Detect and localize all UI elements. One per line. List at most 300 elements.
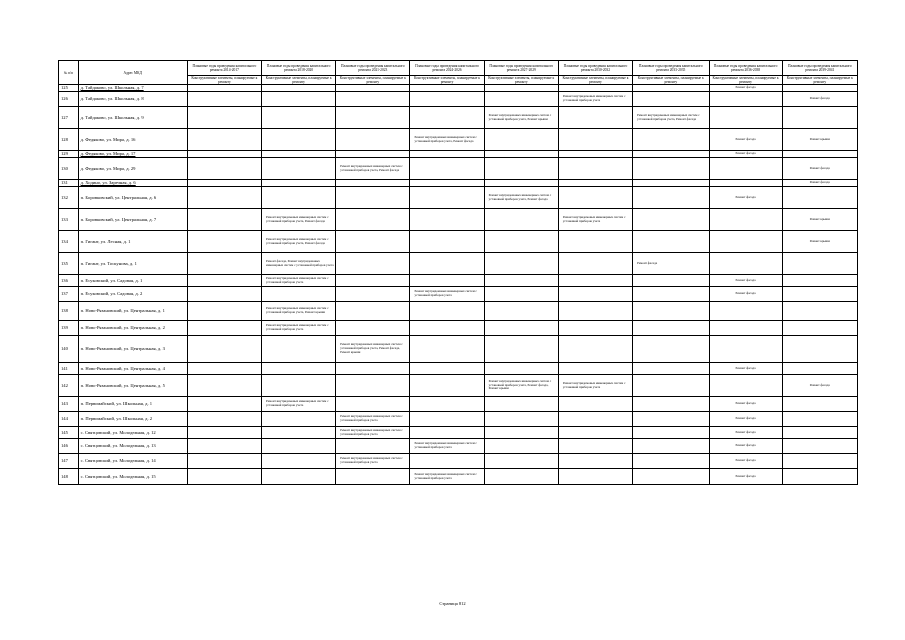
work-cell	[484, 336, 558, 363]
table-row	[59, 321, 858, 336]
work-cell	[410, 321, 484, 336]
address-cell: п. Есуковский, ул. Садовая, д. 1	[78, 275, 187, 287]
work-cell	[410, 253, 484, 275]
work-cell	[633, 180, 709, 187]
work-cell: Ремонт фасада	[709, 469, 782, 485]
row-number: 148	[59, 469, 79, 485]
work-cell: Ремонт фасада	[709, 187, 782, 209]
work-cell	[484, 275, 558, 287]
work-cell	[782, 336, 857, 363]
work-cell: Ремонт внутридомовых инженерных систем с установкой приборов учета	[262, 275, 336, 287]
period-header: Плановые годы проведения капитального ремонта 2036-2038	[709, 61, 782, 76]
work-cell	[262, 129, 336, 151]
work-cell	[187, 85, 261, 92]
row-number: 147	[59, 454, 79, 469]
work-cell: Ремонт фасада	[709, 427, 782, 439]
work-cell	[187, 107, 261, 129]
address-cell: д. Федяково, ул. Мира, д. 16	[78, 129, 187, 151]
row-number: 133	[59, 209, 79, 231]
work-cell	[782, 302, 857, 321]
work-cell	[484, 302, 558, 321]
work-cell	[633, 287, 709, 302]
work-cell	[782, 85, 857, 92]
elements-subheader: Конструктивные элементы, планируемые к ремонту	[709, 76, 782, 85]
table-row	[59, 129, 858, 151]
table-row	[59, 469, 858, 485]
work-cell	[187, 336, 261, 363]
row-number: 135	[59, 253, 79, 275]
work-cell	[484, 454, 558, 469]
work-cell	[336, 439, 410, 454]
work-cell	[558, 454, 632, 469]
work-cell	[484, 321, 558, 336]
work-cell	[633, 469, 709, 485]
work-cell	[262, 375, 336, 397]
elements-subheader: Конструктивные элементы, планируемые к ремонту	[633, 76, 709, 85]
row-number: 142	[59, 375, 79, 397]
work-cell	[782, 275, 857, 287]
row-number: 146	[59, 439, 79, 454]
work-cell	[782, 287, 857, 302]
work-cell	[633, 275, 709, 287]
work-cell: Ремонт фасада	[782, 92, 857, 107]
table-row	[59, 180, 858, 187]
period-header: Плановые годы проведения капитального ремонта 2030-2032	[558, 61, 632, 76]
work-cell	[410, 427, 484, 439]
work-cell	[782, 469, 857, 485]
address-cell: п. Ново-Рязановский, ул. Центральная, д. 2	[78, 321, 187, 336]
work-cell	[262, 180, 336, 187]
work-cell: Ремонт внутридомовых инженерных систем с установкой приборов учета, Ремонт фасада, Ремонт крыши	[484, 375, 558, 397]
row-number: 132	[59, 187, 79, 209]
work-cell: Ремонт крыши	[782, 209, 857, 231]
work-cell	[187, 253, 261, 275]
work-cell: Ремонт фасада	[709, 275, 782, 287]
row-number: 137	[59, 287, 79, 302]
address-cell: с. Святцовский, ул. Молодежная, д. 15	[78, 469, 187, 485]
address-cell: п. Боровковский, ул. Центральная, д. 6	[78, 187, 187, 209]
row-number: 131	[59, 180, 79, 187]
period-header: Плановые годы проведения капитального ремонта 2024-2026	[410, 61, 484, 76]
work-cell	[187, 287, 261, 302]
work-cell	[558, 107, 632, 129]
table-row	[59, 336, 858, 363]
work-cell: Ремонт внутридомовых инженерных систем с установкой приборов учета	[336, 454, 410, 469]
work-cell	[336, 231, 410, 253]
work-cell	[262, 287, 336, 302]
work-cell	[558, 85, 632, 92]
work-cell: Ремонт внутридомовых инженерных систем с установкой приборов учета	[558, 375, 632, 397]
elements-subheader: Конструктивные элементы, планируемые к ремонту	[262, 76, 336, 85]
work-cell	[410, 180, 484, 187]
work-cell	[782, 427, 857, 439]
work-cell	[336, 107, 410, 129]
work-cell	[558, 151, 632, 158]
work-cell: Ремонт внутридомовых инженерных систем с установкой приборов учета, Ремонт фасада	[484, 187, 558, 209]
work-cell	[484, 92, 558, 107]
work-cell	[187, 158, 261, 180]
work-cell	[633, 231, 709, 253]
work-cell	[484, 412, 558, 427]
work-cell	[410, 231, 484, 253]
work-cell: Ремонт фасада	[782, 375, 857, 397]
work-cell	[262, 363, 336, 375]
work-cell	[262, 187, 336, 209]
address-cell: п. Ново-Рязановский, ул. Центральная, д. 3	[78, 336, 187, 363]
address-cell: д. Тайдаково, ул. Школьная, д. 8	[78, 92, 187, 107]
work-cell	[187, 92, 261, 107]
table-row	[59, 187, 858, 209]
work-cell	[410, 336, 484, 363]
work-cell	[633, 427, 709, 439]
work-cell	[558, 302, 632, 321]
work-cell	[187, 469, 261, 485]
work-cell	[336, 321, 410, 336]
work-cell	[484, 180, 558, 187]
work-cell: Ремонт фасада	[709, 454, 782, 469]
work-cell	[336, 302, 410, 321]
period-header: Плановые годы проведения капитального ремонта 2039-2041	[782, 61, 857, 76]
work-cell	[709, 321, 782, 336]
work-cell	[484, 209, 558, 231]
work-cell: Ремонт фасада	[709, 412, 782, 427]
address-cell: п. Первомайский, ул. Школьная, д. 1	[78, 397, 187, 412]
work-cell	[336, 253, 410, 275]
elements-subheader: Конструктивные элементы, планируемые к ремонту	[187, 76, 261, 85]
work-cell	[410, 397, 484, 412]
work-cell: Ремонт внутридомовых инженерных систем с установкой приборов учета, Ремонт фасада	[633, 107, 709, 129]
work-cell	[558, 427, 632, 439]
work-cell: Ремонт внутридомовых инженерных систем с установкой приборов учета, Ремонт фасада	[262, 209, 336, 231]
work-cell	[410, 302, 484, 321]
work-cell: Ремонт фасада	[633, 253, 709, 275]
work-cell	[262, 92, 336, 107]
work-cell: Ремонт фасада	[782, 180, 857, 187]
work-cell	[782, 321, 857, 336]
work-cell	[782, 253, 857, 275]
work-cell	[633, 85, 709, 92]
work-cell	[484, 85, 558, 92]
work-cell	[633, 439, 709, 454]
work-cell	[484, 158, 558, 180]
row-number: 127	[59, 107, 79, 129]
work-cell	[187, 302, 261, 321]
work-cell	[558, 253, 632, 275]
work-cell	[633, 397, 709, 412]
address-cell: п. Ново-Рязановский, ул. Центральная, д. 1	[78, 302, 187, 321]
table-row	[59, 209, 858, 231]
work-cell	[262, 85, 336, 92]
work-cell: Ремонт внутридомовых инженерных систем с установкой приборов учета, Ремонт крыши	[262, 302, 336, 321]
work-cell	[410, 375, 484, 397]
work-cell	[782, 187, 857, 209]
work-cell: Ремонт фасада	[709, 151, 782, 158]
elements-subheader: Конструктивные элементы, планируемые к ремонту	[410, 76, 484, 85]
work-cell: Ремонт фасада	[782, 158, 857, 180]
work-cell	[709, 302, 782, 321]
work-cell	[187, 375, 261, 397]
row-number: 141	[59, 363, 79, 375]
work-cell	[262, 427, 336, 439]
work-cell	[558, 231, 632, 253]
work-cell	[633, 321, 709, 336]
work-cell: Ремонт крыши	[782, 129, 857, 151]
work-cell	[484, 427, 558, 439]
work-cell: Ремонт внутридомовых инженерных систем с установкой приборов учета	[410, 439, 484, 454]
address-cell: д. Ходино, ул. Заречная, д. 6	[78, 180, 187, 187]
work-cell	[187, 397, 261, 412]
address-cell: с. Святцовский, ул. Молодежная, д. 13	[78, 439, 187, 454]
work-cell	[336, 287, 410, 302]
work-cell	[633, 363, 709, 375]
work-cell	[484, 253, 558, 275]
table-row	[59, 439, 858, 454]
work-cell	[558, 469, 632, 485]
work-cell	[709, 92, 782, 107]
work-cell: Ремонт внутридомовых инженерных систем с установкой приборов учета, Ремонт фасада	[336, 158, 410, 180]
work-cell	[187, 454, 261, 469]
work-cell	[633, 129, 709, 151]
work-cell	[484, 363, 558, 375]
work-cell	[410, 85, 484, 92]
work-cell	[410, 209, 484, 231]
work-cell	[484, 129, 558, 151]
work-cell	[410, 363, 484, 375]
table-row	[59, 454, 858, 469]
repair-schedule-table	[58, 60, 858, 485]
work-cell	[336, 151, 410, 158]
work-cell	[187, 363, 261, 375]
work-cell	[336, 363, 410, 375]
work-cell	[782, 363, 857, 375]
work-cell	[484, 287, 558, 302]
table-row	[59, 412, 858, 427]
work-cell	[558, 397, 632, 412]
work-cell	[633, 454, 709, 469]
work-cell: Ремонт внутридомовых инженерных систем с установкой приборов учета, Ремонт фасада	[410, 129, 484, 151]
address-cell: д. Тайдаково, ул. Школьная, д. 9	[78, 107, 187, 129]
work-cell	[558, 439, 632, 454]
table-row	[59, 158, 858, 180]
work-cell: Ремонт внутридомовых инженерных систем с установкой приборов учета	[558, 92, 632, 107]
work-cell: Ремонт крыши	[782, 231, 857, 253]
elements-subheader: Конструктивные элементы, планируемые к ремонту	[484, 76, 558, 85]
row-number: 128	[59, 129, 79, 151]
work-cell	[410, 275, 484, 287]
elements-subheader: Конструктивные элементы, планируемые к ремонту	[336, 76, 410, 85]
work-cell	[262, 107, 336, 129]
table-row	[59, 275, 858, 287]
period-header: Плановые годы проведения капитального ремонта 2027-2029	[484, 61, 558, 76]
work-cell	[410, 151, 484, 158]
work-cell	[410, 454, 484, 469]
work-cell	[262, 158, 336, 180]
period-header: Плановые годы проведения капитального ремонта 2021-2023	[336, 61, 410, 76]
row-number: 125	[59, 85, 79, 92]
table-row	[59, 151, 858, 158]
work-cell: Ремонт внутридомовых инженерных систем с установкой приборов учета	[262, 321, 336, 336]
table-row	[59, 397, 858, 412]
row-number: 126	[59, 92, 79, 107]
work-cell: Ремонт внутридомовых инженерных систем с установкой приборов учета	[410, 287, 484, 302]
work-cell	[782, 107, 857, 129]
work-cell	[558, 275, 632, 287]
work-cell	[262, 412, 336, 427]
work-cell: Ремонт фасада	[709, 439, 782, 454]
table-row	[59, 231, 858, 253]
row-number: 145	[59, 427, 79, 439]
address-cell: п. Первомайский, ул. Школьная, д. 2	[78, 412, 187, 427]
work-cell	[187, 209, 261, 231]
work-cell	[336, 180, 410, 187]
row-number: 140	[59, 336, 79, 363]
work-cell	[187, 180, 261, 187]
work-cell	[633, 158, 709, 180]
work-cell	[262, 439, 336, 454]
work-cell	[187, 129, 261, 151]
work-cell	[709, 209, 782, 231]
period-header: Плановые годы проведения капитального ремонта 2018-2020	[262, 61, 336, 76]
work-cell	[558, 412, 632, 427]
address-cell: п. Ново-Рязановский, ул. Центральная, д. 5	[78, 375, 187, 397]
work-cell	[633, 92, 709, 107]
work-cell	[558, 158, 632, 180]
work-cell	[558, 363, 632, 375]
work-cell: Ремонт фасада	[709, 397, 782, 412]
work-cell	[187, 275, 261, 287]
row-number: 130	[59, 158, 79, 180]
work-cell	[633, 209, 709, 231]
work-cell	[633, 302, 709, 321]
table-row	[59, 427, 858, 439]
address-cell: д. Федяково, ул. Мира, д. 17	[78, 151, 187, 158]
work-cell	[410, 187, 484, 209]
work-cell	[336, 375, 410, 397]
work-cell	[484, 439, 558, 454]
work-cell	[633, 336, 709, 363]
work-cell	[410, 412, 484, 427]
table-row	[59, 375, 858, 397]
work-cell	[336, 187, 410, 209]
table-row	[59, 253, 858, 275]
work-cell	[709, 158, 782, 180]
work-cell	[709, 253, 782, 275]
work-cell	[187, 231, 261, 253]
row-number: 144	[59, 412, 79, 427]
work-cell	[782, 151, 857, 158]
work-cell: Ремонт внутридомовых инженерных систем с установкой приборов учета	[336, 412, 410, 427]
work-cell: Ремонт внутридомовых инженерных систем с установкой приборов учета, Ремонт крыши	[484, 107, 558, 129]
work-cell	[782, 397, 857, 412]
work-cell	[558, 287, 632, 302]
work-cell	[633, 151, 709, 158]
work-cell	[336, 469, 410, 485]
work-cell	[484, 469, 558, 485]
work-cell	[633, 187, 709, 209]
work-cell	[782, 412, 857, 427]
work-cell: Ремонт внутридомовых инженерных систем с установкой приборов учета	[558, 209, 632, 231]
address-column-header: Адрес МКД	[78, 61, 187, 85]
work-cell	[709, 231, 782, 253]
work-cell: Ремонт фасада	[709, 85, 782, 92]
address-cell: с. Святцовский, ул. Молодежная, д. 12	[78, 427, 187, 439]
address-cell: д. Тайдаково, ул. Школьная, д. 7	[78, 85, 187, 92]
work-cell: Ремонт внутридомовых инженерных систем с установкой приборов учета, Ремонт фасада, Ремонт крыши	[336, 336, 410, 363]
work-cell	[484, 397, 558, 412]
work-cell	[782, 439, 857, 454]
work-cell	[558, 187, 632, 209]
work-cell	[187, 321, 261, 336]
row-number: 134	[59, 231, 79, 253]
work-cell	[410, 107, 484, 129]
work-cell	[558, 180, 632, 187]
work-cell	[709, 180, 782, 187]
work-cell: Ремонт внутридомовых инженерных систем с установкой приборов учета	[262, 397, 336, 412]
work-cell	[187, 427, 261, 439]
elements-subheader: Конструктивные элементы, планируемые к ремонту	[558, 76, 632, 85]
work-cell	[187, 187, 261, 209]
table-row	[59, 107, 858, 129]
address-cell: п. Есуковский, ул. Садовая, д. 2	[78, 287, 187, 302]
work-cell	[709, 336, 782, 363]
table-row	[59, 287, 858, 302]
address-cell: п. Гигант, ул. Лесная, д. 1	[78, 231, 187, 253]
work-cell	[336, 85, 410, 92]
elements-subheader: Конструктивные элементы, планируемые к ремонту	[782, 76, 857, 85]
work-cell	[484, 151, 558, 158]
row-number: 143	[59, 397, 79, 412]
work-cell	[558, 336, 632, 363]
work-cell	[558, 321, 632, 336]
work-cell: Ремонт фасада	[709, 129, 782, 151]
work-cell	[336, 275, 410, 287]
work-cell: Ремонт фасада	[709, 363, 782, 375]
work-cell	[187, 439, 261, 454]
num-column-header: № п/п	[59, 61, 79, 85]
work-cell	[187, 412, 261, 427]
work-cell	[410, 92, 484, 107]
row-number: 138	[59, 302, 79, 321]
work-cell	[336, 209, 410, 231]
work-cell	[336, 129, 410, 151]
address-cell: п. Ново-Рязановский, ул. Центральная, д. 4	[78, 363, 187, 375]
address-cell: с. Святцовский, ул. Молодежная, д. 14	[78, 454, 187, 469]
address-cell: п. Боровковский, ул. Центральная, д. 7	[78, 209, 187, 231]
work-cell	[336, 397, 410, 412]
work-cell	[262, 151, 336, 158]
work-cell	[782, 454, 857, 469]
address-cell: д. Федяково, ул. Мира, д. 29	[78, 158, 187, 180]
work-cell: Ремонт внутридомовых инженерных систем с установкой приборов учета, Ремонт фасада	[262, 231, 336, 253]
work-cell	[187, 151, 261, 158]
address-cell: п. Гигант, ул. Тоскунова, д. 1	[78, 253, 187, 275]
period-header: Плановые годы проведения капитального ремонта 2014-2017	[187, 61, 261, 76]
work-cell: Ремонт внутридомовых инженерных систем с установкой приборов учета	[336, 427, 410, 439]
work-cell	[709, 375, 782, 397]
work-cell: Ремонт фасада	[709, 287, 782, 302]
work-cell	[262, 454, 336, 469]
work-cell	[633, 375, 709, 397]
work-cell	[262, 336, 336, 363]
work-cell	[633, 412, 709, 427]
work-cell	[558, 129, 632, 151]
table-row	[59, 85, 858, 92]
work-cell	[336, 92, 410, 107]
row-number: 139	[59, 321, 79, 336]
period-header: Плановые годы проведения капитального ремонта 2033-2035	[633, 61, 709, 76]
row-number: 136	[59, 275, 79, 287]
work-cell	[262, 469, 336, 485]
